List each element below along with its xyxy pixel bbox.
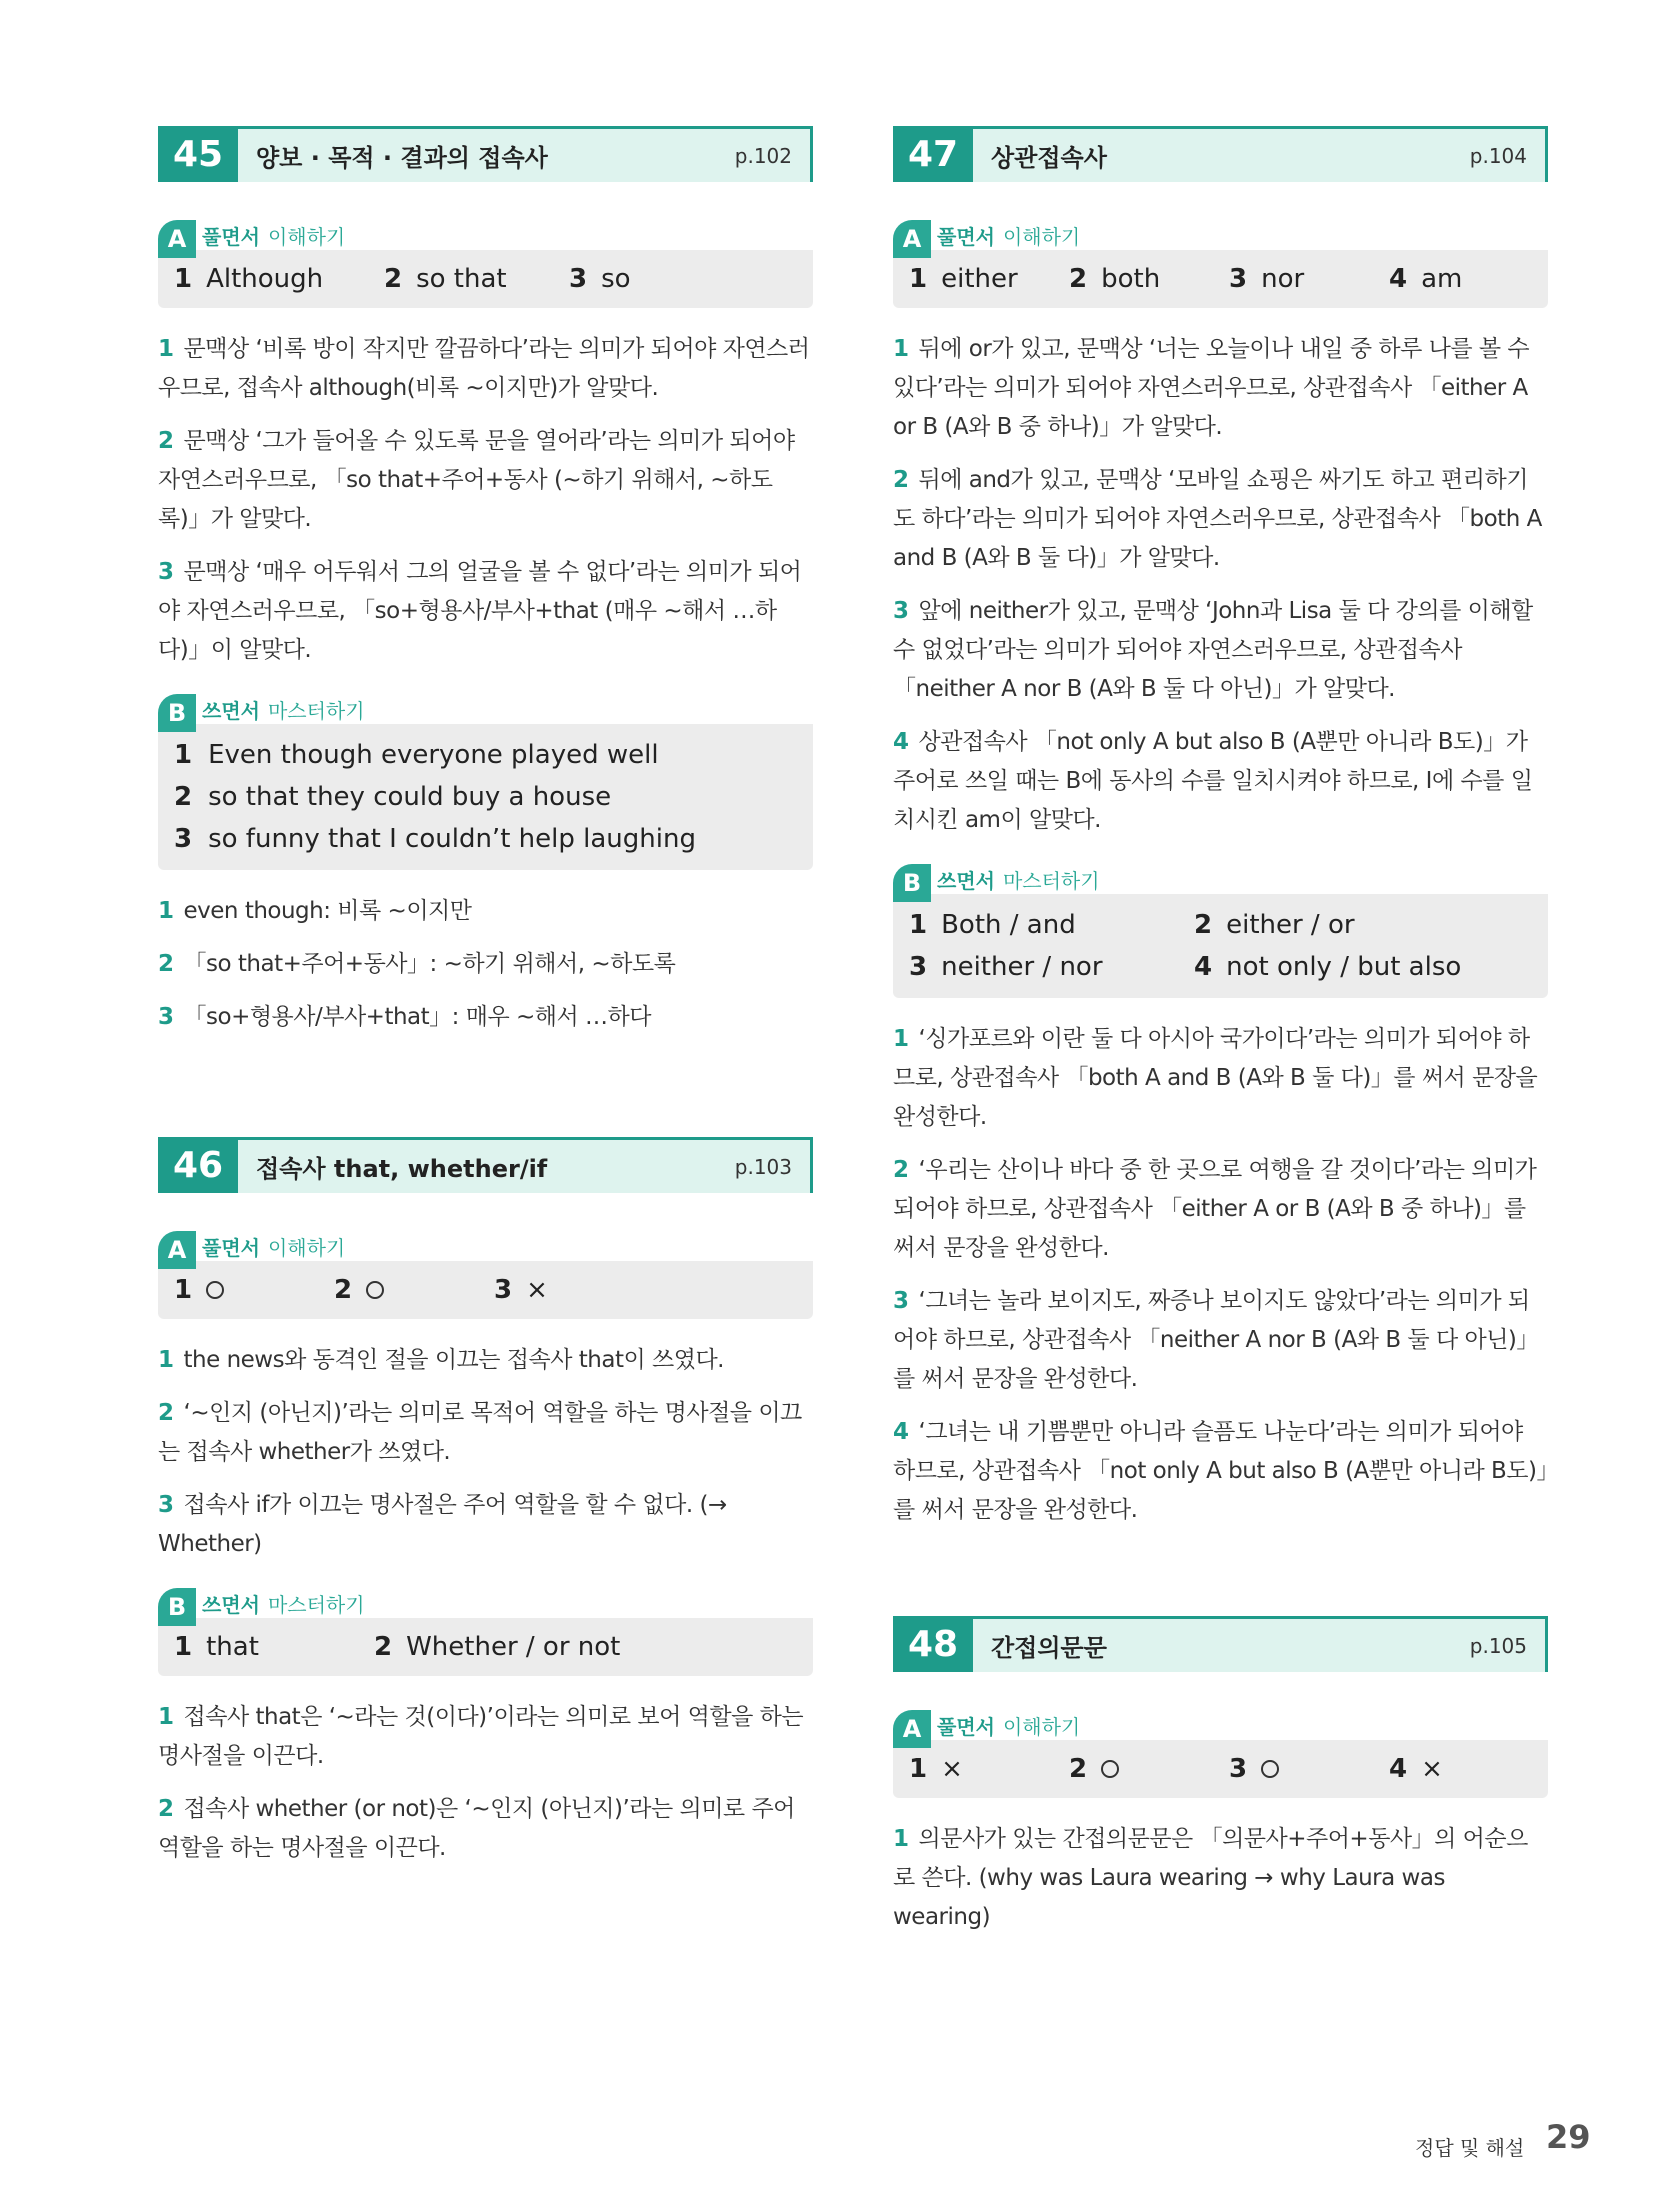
answer-item: 2 both — [1069, 264, 1161, 294]
explanation: 1 the news와 동격인 절을 이끄는 접속사 that이 쓰였다. — [158, 1347, 724, 1373]
explanation: 2 ‘우리는 산이나 바다 중 한 곳으로 여행을 갈 것이다’라는 의미가 되어야 하므로, 상관접속사 「either A or B (A와 B 중 하나)」를 써서 문장을 완성한다. — [893, 1157, 1537, 1261]
section-sub: 이해하기 — [1002, 1714, 1081, 1739]
answer-item: 4 am — [1389, 264, 1463, 294]
answer-item: 2 — [1069, 1754, 1229, 1784]
explanations — [158, 330, 813, 670]
left-column — [158, 126, 813, 1882]
explanation: 4 ‘그녀는 내 기쁨뿐만 아니라 슬픔도 나눈다’라는 의미가 되어야 하므로, 상관접속사 「not only A but also B (A뿐만 아니라 B도)」를 써서 문장을 완성한다. — [893, 1419, 1548, 1523]
answer-item: 4 not only / but also — [1194, 952, 1462, 982]
unit-number: 45 — [158, 126, 238, 182]
explanation: 4 상관접속사 「not only A but also B (A뿐만 아니라 B도)」가 주어로 쓰일 때는 B에 동사의 수를 일치시켜야 하므로, I에 수를 일치시킨 am이 알맞다. — [893, 729, 1533, 833]
explanations — [893, 1820, 1548, 1937]
section-letter: A — [893, 220, 931, 258]
explanation: 3 문맥상 ‘매우 어두워서 그의 얼굴을 볼 수 없다’라는 의미가 되어야 자연스러우므로, 「so+형용사/부사+that (매우 ~해서 …하다)」이 알맞다. — [158, 559, 802, 663]
section-letter: B — [893, 864, 931, 902]
answer-item: 2 so that they could buy a house — [174, 782, 612, 812]
answer-item: 2 — [334, 1275, 494, 1305]
unit-number: 47 — [893, 126, 973, 182]
answer-box — [158, 250, 813, 308]
answer-item: 1 Although — [174, 264, 324, 294]
cross-mark-icon: × — [941, 1754, 963, 1784]
section-label — [893, 1710, 1548, 1743]
section-sub: 이해하기 — [267, 224, 346, 249]
section-label — [893, 220, 1548, 253]
explanations — [893, 330, 1548, 840]
unit-46-header — [158, 1137, 813, 1193]
answer-box — [893, 894, 1548, 998]
answer-item: 1 × — [909, 1754, 963, 1784]
explanation: 2 뒤에 and가 있고, 문맥상 ‘모바일 쇼핑은 싸기도 하고 편리하기도 하다’라는 의미가 되어야 자연스러우므로, 상관접속사 「both A and B (A와 B 둘 다)」가 알맞다. — [893, 467, 1542, 571]
unit-title: 양보 · 목적 · 결과의 접속사 — [256, 144, 548, 172]
circle-mark-icon — [206, 1281, 224, 1299]
section-b — [158, 694, 813, 870]
section-word: 쓰면서 — [937, 868, 995, 893]
unit-number: 48 — [893, 1616, 973, 1672]
answer-item: 3 × — [494, 1275, 548, 1305]
page-reference: p.104 — [1469, 143, 1527, 168]
cross-mark-icon: × — [1421, 1754, 1443, 1784]
answer-box — [893, 1740, 1548, 1798]
section-a — [893, 1710, 1548, 1798]
answer-item: 1 that — [174, 1632, 259, 1662]
explanation: 1 ‘싱가포르와 이란 둘 다 아시아 국가이다’라는 의미가 되어야 하므로, 상관접속사 「both A and B (A와 B 둘 다)」를 써서 문장을 완성한다. — [893, 1026, 1538, 1130]
explanation: 1 even though: 비록 ~이지만 — [158, 898, 472, 924]
unit-number: 46 — [158, 1137, 238, 1193]
section-word: 쓰면서 — [202, 698, 260, 723]
section-label — [893, 864, 1548, 897]
section-letter: A — [158, 220, 196, 258]
section-sub: 마스터하기 — [267, 698, 365, 723]
section-b — [893, 864, 1548, 998]
answer-item: 3 so funny that I couldn’t help laughing — [174, 824, 696, 854]
answer-item: 1 — [174, 1275, 334, 1305]
section-word: 풀면서 — [937, 224, 995, 249]
section-a — [158, 220, 813, 308]
section-word: 풀면서 — [202, 1235, 260, 1260]
answer-item: 3 — [1229, 1754, 1389, 1784]
explanation: 1 의문사가 있는 간접의문문은 「의문사+주어+동사」의 어순으로 쓴다. (why was Laura wearing → why Laura was wearing) — [893, 1826, 1528, 1930]
unit-title: 간접의문문 — [991, 1634, 1107, 1662]
explanation: 1 접속사 that은 ‘~라는 것(이다)’이라는 의미로 보어 역할을 하는 명사절을 이끈다. — [158, 1704, 804, 1769]
unit-title: 상관접속사 — [991, 144, 1107, 172]
answer-item: 1 either — [909, 264, 1018, 294]
explanations — [158, 892, 813, 1037]
page-number: 29 — [1546, 2118, 1591, 2156]
explanation: 3 ‘그녀는 놀라 보이지도, 짜증나 보이지도 않았다’라는 의미가 되어야 하므로, 상관접속사 「neither A nor B (A와 B 둘 다 아닌)」를 써서 문장을 완성한다. — [893, 1288, 1539, 1392]
unit-48-header — [893, 1616, 1548, 1672]
answer-box — [158, 1261, 813, 1319]
cross-mark-icon: × — [526, 1275, 548, 1305]
page-reference: p.102 — [734, 143, 792, 168]
section-letter: A — [158, 1231, 196, 1269]
explanation: 2 접속사 whether (or not)은 ‘~인지 (아닌지)’라는 의미로 주어 역할을 하는 명사절을 이끈다. — [158, 1796, 795, 1861]
answer-box — [893, 250, 1548, 308]
section-word: 풀면서 — [937, 1714, 995, 1739]
circle-mark-icon — [1101, 1760, 1119, 1778]
circle-mark-icon — [366, 1281, 384, 1299]
answer-item: 4 × — [1389, 1754, 1443, 1784]
explanation: 2 ‘~인지 (아닌지)’라는 의미로 목적어 역할을 하는 명사절을 이끄는 접속사 whether가 쓰였다. — [158, 1400, 802, 1465]
section-a — [893, 220, 1548, 308]
footer-label: 정답 및 해설 — [1415, 2136, 1525, 2160]
answer-item: 1 Both / and — [909, 910, 1076, 940]
explanation: 3 「so+형용사/부사+that」: 매우 ~해서 …하다 — [158, 1004, 651, 1030]
section-label — [158, 1588, 813, 1621]
answer-item: 3 so — [569, 264, 631, 294]
answer-box — [158, 724, 813, 870]
section-sub: 이해하기 — [1002, 224, 1081, 249]
explanation: 1 문맥상 ‘비록 방이 작지만 깔끔하다’라는 의미가 되어야 자연스러우므로, 접속사 although(비록 ~이지만)가 알맞다. — [158, 336, 810, 401]
answer-item: 2 either / or — [1194, 910, 1355, 940]
page-reference: p.103 — [734, 1154, 792, 1179]
section-b — [158, 1588, 813, 1676]
section-a — [158, 1231, 813, 1319]
explanations — [158, 1341, 813, 1564]
answer-box — [158, 1618, 813, 1676]
explanation: 2 문맥상 ‘그가 들어올 수 있도록 문을 열어라’라는 의미가 되어야 자연스러우므로, 「so that+주어+동사 (~하기 위해서, ~하도록)」가 알맞다. — [158, 428, 795, 532]
explanations — [893, 1020, 1548, 1530]
circle-mark-icon — [1261, 1760, 1279, 1778]
answer-item: 2 so that — [384, 264, 507, 294]
section-letter: B — [158, 1588, 196, 1626]
answer-item: 1 Even though everyone played well — [174, 740, 659, 770]
answer-item: 2 Whether / or not — [374, 1632, 621, 1662]
section-word: 풀면서 — [202, 224, 260, 249]
section-letter: A — [893, 1710, 931, 1748]
section-word: 쓰면서 — [202, 1592, 260, 1617]
unit-title: 접속사 that, whether/if — [256, 1155, 548, 1183]
section-label — [158, 220, 813, 253]
section-label — [158, 694, 813, 727]
unit-47-header — [893, 126, 1548, 182]
section-letter: B — [158, 694, 196, 732]
answer-item: 3 neither / nor — [909, 952, 1103, 982]
explanation: 2 「so that+주어+동사」: ~하기 위해서, ~하도록 — [158, 951, 676, 977]
section-sub: 마스터하기 — [1002, 868, 1100, 893]
right-column — [893, 126, 1548, 1951]
unit-45-header — [158, 126, 813, 182]
explanation: 1 뒤에 or가 있고, 문맥상 ‘너는 오늘이나 내일 중 하루 나를 볼 수 있다’라는 의미가 되어야 자연스러우므로, 상관접속사 「either A or B (A와 B 중 하나)」가 알맞다. — [893, 336, 1530, 440]
explanation: 3 접속사 if가 이끄는 명사절은 주어 역할을 할 수 없다. (→ Whether) — [158, 1492, 727, 1557]
section-label — [158, 1231, 813, 1264]
section-sub: 이해하기 — [267, 1235, 346, 1260]
page-reference: p.105 — [1469, 1633, 1527, 1658]
explanations — [158, 1698, 813, 1868]
explanation: 3 앞에 neither가 있고, 문맥상 ‘John과 Lisa 둘 다 강의를 이해할 수 없었다’라는 의미가 되어야 자연스러우므로, 상관접속사 「neither A nor B (A와 B 둘 다 아닌)」가 알맞다. — [893, 598, 1533, 702]
answer-item: 3 nor — [1229, 264, 1305, 294]
section-sub: 마스터하기 — [267, 1592, 365, 1617]
